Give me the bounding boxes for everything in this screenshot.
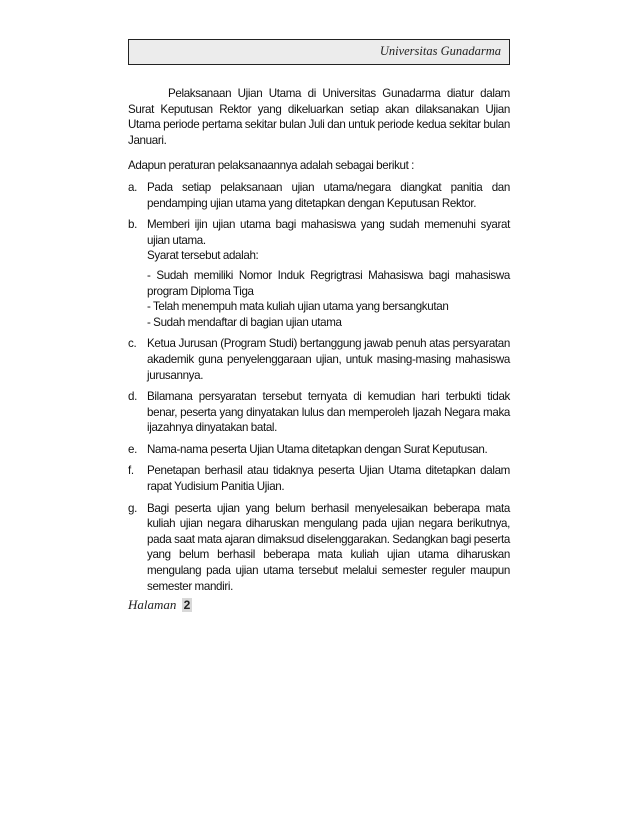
rule-item-d xyxy=(128,389,510,436)
rule-item-g xyxy=(128,501,510,595)
rule-letter: a. xyxy=(128,180,137,194)
rule-letter: g. xyxy=(128,501,137,515)
footer-label: Halaman xyxy=(128,597,177,612)
page-header xyxy=(128,39,510,65)
rule-text: Memberi ijin ujian utama bagi mahasiswa yang sudah memenuhi syarat ujian utama. xyxy=(147,218,510,247)
rule-item-f xyxy=(128,463,510,494)
rule-item-c xyxy=(128,336,510,383)
rule-item-b xyxy=(128,217,510,330)
requirement-item: - Sudah mendaftar di bagian ujian utama xyxy=(147,315,342,329)
rule-letter: f. xyxy=(128,464,134,478)
rule-letter: b. xyxy=(128,218,137,232)
rule-text: Ketua Jurusan (Program Studi) bertanggung jawab penuh atas persyaratan akademik guna penyelenggaraan ujian, untuk masing-masing mahasiswa jurusannya. xyxy=(147,337,510,382)
rule-text: Bilamana persyaratan tersebut ternyata di kemudian hari terbukti tidak benar, peserta yang dinyatakan lulus dan memperoleh Ijazah Negara maka ijazahnya dinyatakan batal. xyxy=(147,390,510,435)
requirement-item: - Sudah memiliki Nomor Induk Regrigtrasi Mahasiswa bagi mahasiswa program Diploma Tiga xyxy=(147,268,510,298)
rule-text: Penetapan berhasil atau tidaknya peserta Ujian Utama ditetapkan dalam rapat Yudisium Panitia Ujian. xyxy=(147,464,510,494)
page-number: 2 xyxy=(183,598,191,612)
rule-text: Bagi peserta ujian yang belum berhasil menyelesaikan beberapa mata kuliah ujian negara diharuskan mengulang pada ujian negara berikutnya, pada saat mata ajaran dimaksud diselenggarakan. Sedangkan bagi peserta yang belum berhasil beberapa mata kuliah ujian utama diharuskan mengulang pada ujian utama tersebut melalui semester reguler maupun semester mandiri. xyxy=(147,501,510,593)
requirements-label: Syarat tersebut adalah: xyxy=(147,249,259,263)
rule-letter: c. xyxy=(128,337,137,351)
requirement-item: - Telah menempuh mata kuliah ujian utama yang bersangkutan xyxy=(147,300,449,314)
requirements-list xyxy=(147,268,510,330)
header-title: Universitas Gunadarma xyxy=(379,44,501,58)
rules-lead: Adapun peraturan pelaksanaannya adalah sebagai berikut : xyxy=(128,159,415,173)
rule-item-e xyxy=(128,442,510,458)
rule-text: Pada setiap pelaksanaan ujian utama/negara diangkat panitia dan pendamping ujian utama yang ditetapkan dengan Keputusan Rektor. xyxy=(147,180,510,210)
rule-letter: d. xyxy=(128,390,137,404)
intro-paragraph: Pelaksanaan Ujian Utama di Universitas Gunadarma diatur dalam Surat Keputusan Rektor yang dikeluarkan setiap akan dilaksanakan Ujian Utama periode pertama sekitar bulan Juli dan untuk periode kedua sekitar bulan Januari. xyxy=(128,87,510,147)
document-body xyxy=(128,86,510,594)
rule-letter: e. xyxy=(128,442,137,456)
rule-item-a xyxy=(128,180,510,211)
page-footer xyxy=(128,597,192,613)
rule-text: Nama-nama peserta Ujian Utama ditetapkan dengan Surat Keputusan. xyxy=(147,442,488,456)
